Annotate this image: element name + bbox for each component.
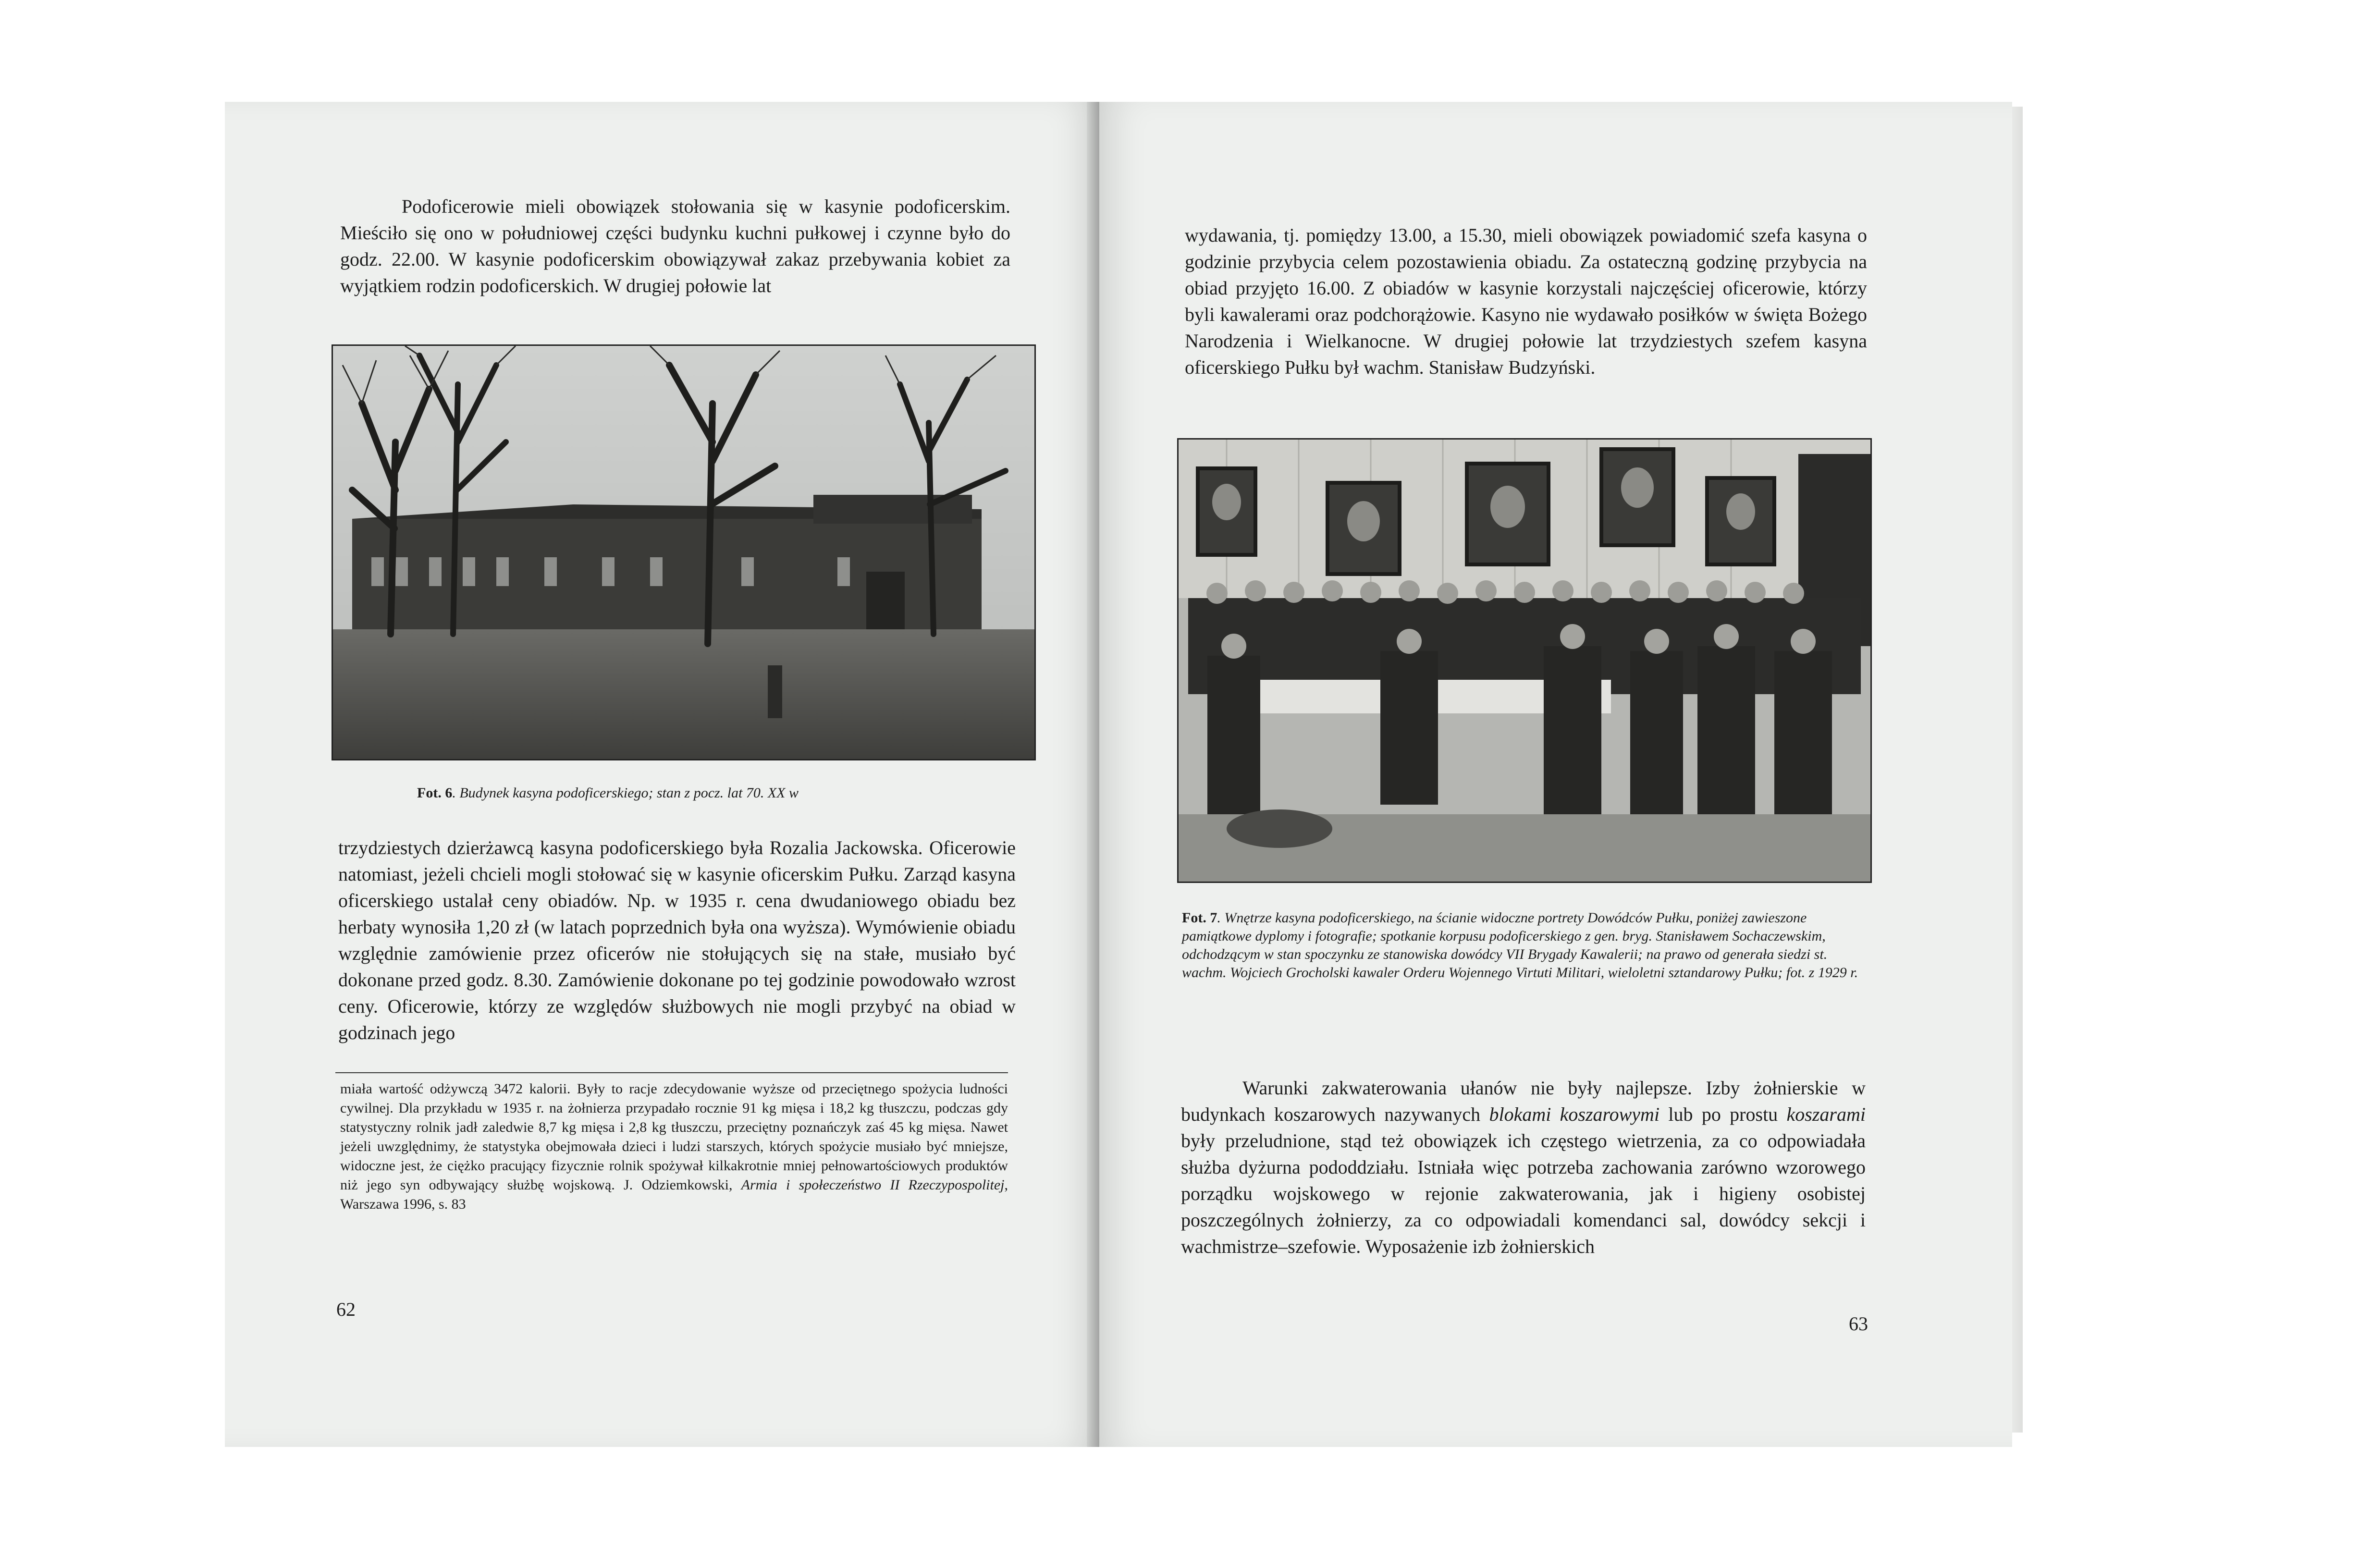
right-page — [1099, 102, 2012, 1447]
building-photo-graphic — [333, 346, 1034, 759]
footnote: miała wartość odżywczą 3472 kalorii. Były to racje zdecydowanie wyższe od przeciętnego spożycia ludności cywilnej. Dla przykładu w 1935 r. na żołnierza przypadało rocznie 91 kg mięsa i 18,2 kg tłuszczu, podczas gdy statystyczny rolnik jadł zaledwie 8,7 kg mięsa i 2,8 kg tłuszczu, przeciętny poznańczyk zaś 45 kg mięsa. Nawet jeżeli uwzględnimy, że statystyka obejmowała dzieci i ludzi starszych, których spożycie musiało być mniejsze, widoczne jest, że ciężko pracujący fizycznie rolnik spożywał kilkakrotnie mniej pełnowartościowych produktów niż jego syn odbywający służbę wojskową. J. Odziemkowski, Armia i społeczeństwo II Rzeczypospolitej, Warszawa 1996, s. 83 — [340, 1081, 1008, 1212]
right-bottom-paragraph: Warunki zakwaterowania ułanów nie były najlepsze. Izby żołnierskie w budynkach koszarowych nazywanych blokami koszarowymi lub po prostu koszarami były przeludnione, stąd też obowiązek ich częstego wietrzenia, za co odpowiadała służba dyżurna pododdziału. Istniała więc potrzeba zachowania zarówno wzorowego porządku wojskowego w rejonie zakwaterowania, jak i higieny osobistej poszczególnych żołnierzy, za co odpowiadali komendanci sal, dowódcy sekcji i wachmistrze–szefowie. Wyposażenie izb żołnierskich — [1181, 1077, 1866, 1257]
photo-7-caption: Fot. 7. Wnętrze kasyna podoficerskiego, na ścianie widoczne portrety Dowódców Pułku, poniżej zawieszone pamiątkowe dyplomy i fotografie; spotkanie korpusu podoficerskiego z gen. bryg. Stanisławem Sochaczewskim, odchodzącym w stan spoczynku ze stanowiska dowódcy VII Brygady Kawalerii; na prawo od generała siedzi st. wachm. Wojciech Grocholski kawaler Orderu Wojennego Virtuti Militari, wieloletni sztandarowy Pułku; fot. z 1929 r. — [1182, 910, 1858, 980]
page-number-left: 62 — [336, 1298, 356, 1320]
page-number-right: 63 — [1849, 1313, 1868, 1335]
left-bottom-paragraph: trzydziestych dzierżawcą kasyna podoficerskiego była Rozalia Jackowska. Oficerowie natomiast, jeżeli chcieli mogli stołować się w kasynie oficerskim Pułku. Zarząd kasyna oficerskiego ustalał ceny obiadów. Np. w 1935 r. cena dwudaniowego obiadu bez herbaty wynosiła 1,20 zł (w latach poprzednich była ona wyższa). Wymówienie obiadu względnie zamówienie przez oficerów nie stołujących się na stałe, musiało być dokonane przed godz. 8.30. Zamówienie dokonane po tej godzinie powodowało wzrost ceny. Oficerowie, którzy ze względów służbowych nie mogli przybyć na obiad w godzinach jego — [338, 837, 1016, 1043]
photo-6-caption: Fot. 6. Budynek kasyna podoficerskiego; stan z pocz. lat 70. XX w — [417, 785, 799, 801]
footnote-divider — [335, 1072, 1008, 1073]
interior-photo-graphic — [1179, 440, 1870, 882]
left-page — [225, 102, 1099, 1447]
right-top-paragraph: wydawania, tj. pomiędzy 13.00, a 15.30, mieli obowiązek powiadomić szefa kasyna o godzinie przybycia celem pozostawienia obiadu. Za ostateczną godzinę przybycia na obiad przyjęto 16.00. Z obiadów w kasynie korzystali najczęściej oficerowie, którzy byli kawalerami oraz podchorążowie. Kasyno nie wydawało posiłków w święta Bożego Narodzenia i Wielkanocne. W drugiej połowie lat trzydziestych szefem kasyna oficerskiego Pułku był wachm. Stanisław Budzyński. — [1185, 224, 1867, 378]
left-top-paragraph: Podoficerowie mieli obowiązek stołowania się w kasynie podoficerskim. Mieściło się ono w południowej części budynku kuchni pułkowej i czynne było do godz. 22.00. W kasynie podoficerskim obowiązywał zakaz przebywania kobiet za wyjątkiem rodzin podoficerskich. W drugiej połowie lat — [340, 196, 1010, 296]
photo-casino-building — [332, 344, 1036, 760]
photo-casino-interior — [1177, 438, 1872, 883]
